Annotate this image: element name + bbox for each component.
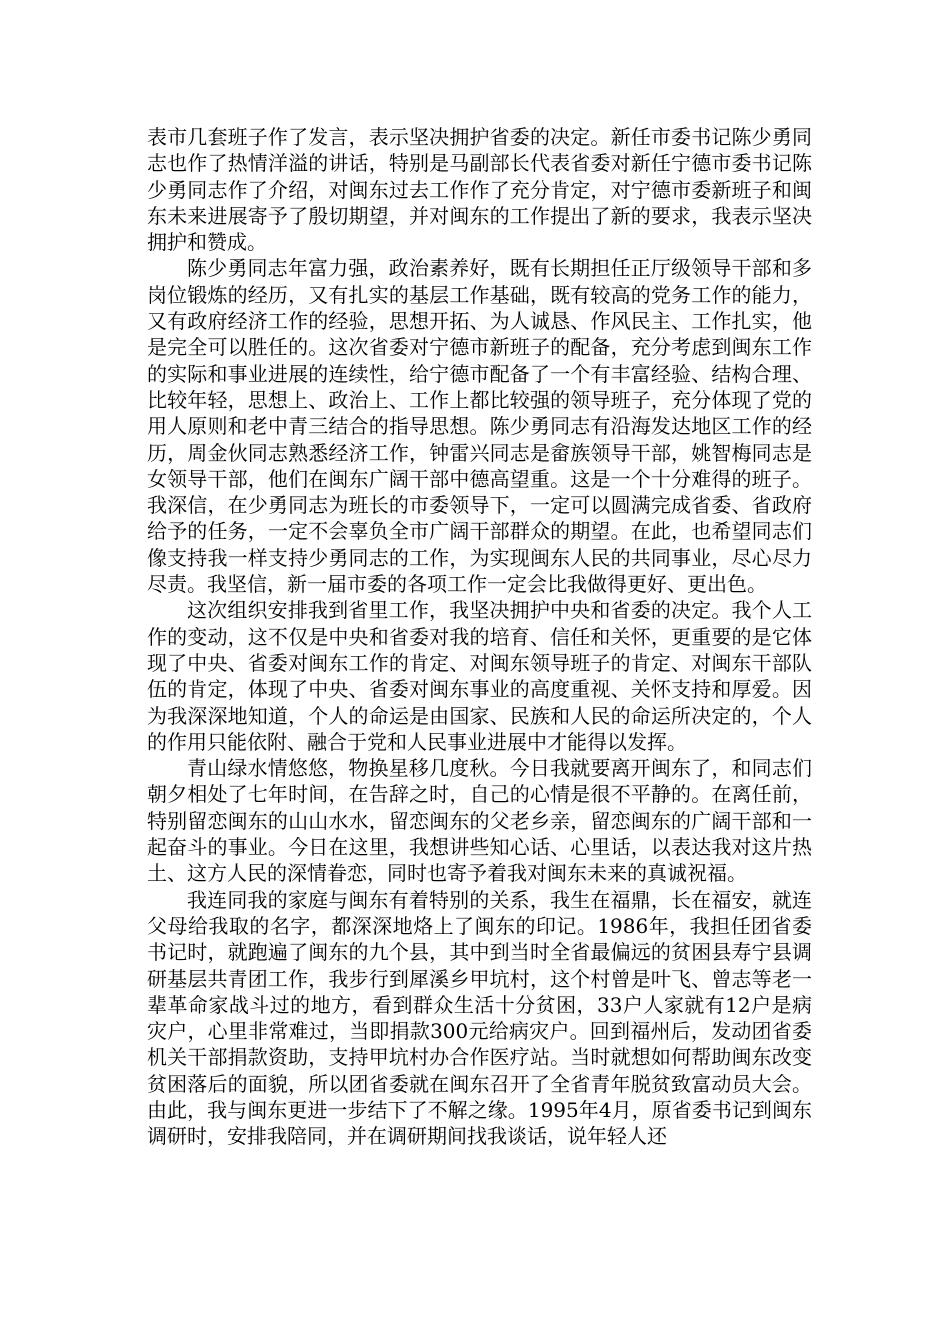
paragraph-2: 陈少勇同志年富力强，政治素养好，既有长期担任正厅级领导干部和多岗位锻炼的经历，又有扎实的基层工作基础，既有较高的党务工作的能力，又有政府经济工作的经验，思想开拓、为人诚恳、作风民主、工作扎实，他是完全可以胜任的。这次省委对宁德市新班子的配备，充分考虑到闽东工作的实际和事业进展的连续性，给宁德市配备了一个有丰富经验、结构合理、比较年轻，思想上、政治上、工作上都比较强的领导班子，充分体现了党的用人原则和老中青三结合的指导思想。陈少勇同志有沿海发达地区工作的经历，周金伙同志熟悉经济工作，钟雷兴同志是畲族领导干部，姚智梅同志是女领导干部，他们在闽东广阔干部中德高望重。这是一个十分难得的班子。我深信，在少勇同志为班长的市委领导下，一定可以圆满完成省委、省政府给予的任务，一定不会辜负全市广阔干部群众的期望。在此，也希望同志们像支持我一样支持少勇同志的工作，为实现闽东人民的共同事业，尽心尽力尽责。我坚信，新一届市委的各项工作一定会比我做得更好、更出色。: [147, 256, 812, 597]
paragraph-1: 表市几套班子作了发言，表示坚决拥护省委的决定。新任市委书记陈少勇同志也作了热情洋溢的讲话，特别是马副部长代表省委对新任宁德市委书记陈少勇同志作了介绍，对闽东过去工作作了充分肯定，对宁德市委新班子和闽东未来进展寄予了殷切期望，并对闽东的工作提出了新的要求，我表示坚决拥护和赞成。: [147, 125, 812, 255]
document-body: [147, 124, 812, 1150]
paragraph-4: 青山绿水情悠悠，物换星移几度秋。今日我就要离开闽东了，和同志们朝夕相处了七年时间，在告辞之时，自己的心情是很不平静的。在离任前，特别留恋闽东的山山水水，留恋闽东的父老乡亲，留恋闽东的广阔干部和一起奋斗的事业。今日在这里，我想讲些知心话、心里话，以表达我对这片热土、这方人民的深情眷恋，同时也寄予着我对闽东未来的真诚祝福。: [147, 756, 812, 886]
paragraph-5: 我连同我的家庭与闽东有着特别的关系，我生在福鼎，长在福安，就连父母给我取的名字，都深深地烙上了闽东的印记。1986年，我担任团省委书记时，就跑遍了闽东的九个县，其中到当时全省最偏远的贫困县寿宁县调研基层共青团工作，我步行到犀溪乡甲坑村，这个村曾是叶飞、曾志等老一辈革命家战斗过的地方，看到群众生活十分贫困，33户人家就有12户是病灾户，心里非常难过，当即捐款300元给病灾户。回到福州后，发动团省委机关干部捐款资助，支持甲坑村办合作医疗站。当时就想如何帮助闽东改变贫困落后的面貌，所以团省委就在闽东召开了全省青年脱贫致富动员大会。由此，我与闽东更进一步结下了不解之缘。1995年4月，原省委书记到闽东调研时，安排我陪同，并在调研期间找我谈话，说年轻人还: [147, 887, 812, 1149]
paragraph-3: 这次组织安排我到省里工作，我坚决拥护中央和省委的决定。我个人工作的变动，这不仅是中央和省委对我的培育、信任和关怀，更重要的是它体现了中央、省委对闽东工作的肯定、对闽东领导班子的肯定、对闽东干部队伍的肯定，体现了中央、省委对闽东事业的高度重视、关怀支持和厚爱。因为我深深地知道，个人的命运是由国家、民族和人民的命运所决定的，个人的作用只能依附、融合于党和人民事业进展中才能得以发挥。: [147, 598, 812, 754]
